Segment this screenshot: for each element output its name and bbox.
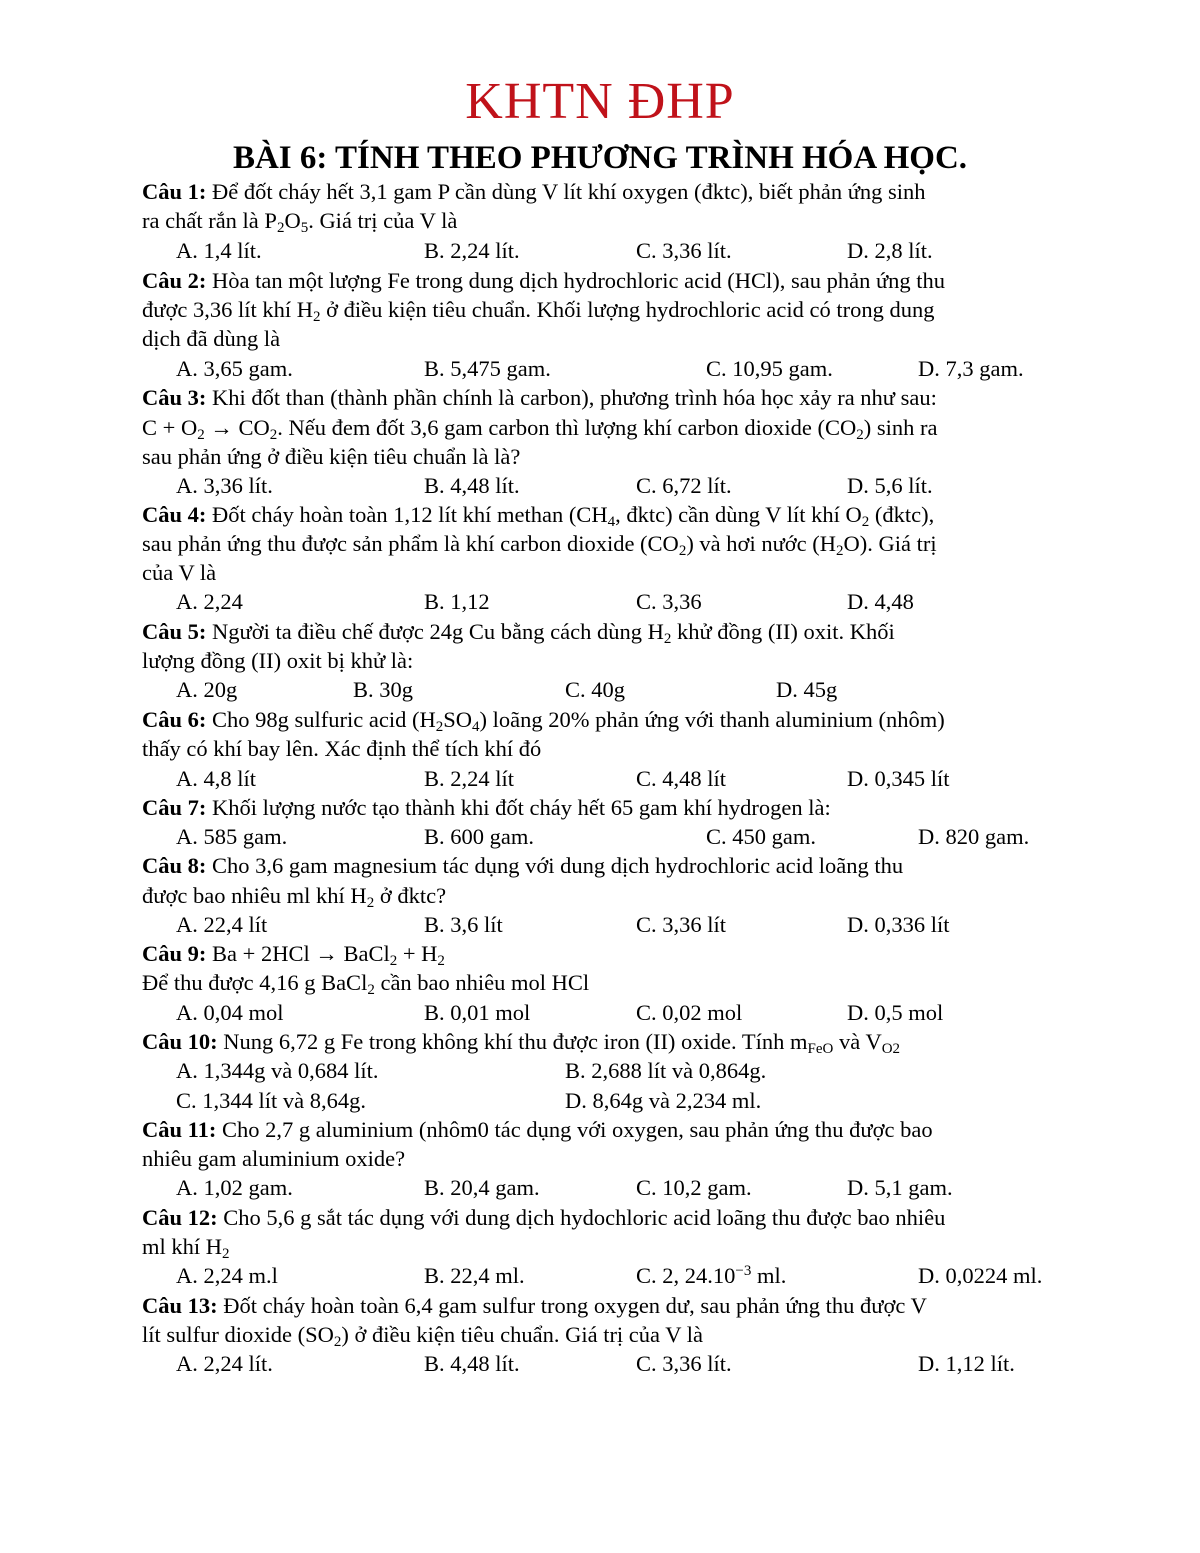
question-text: lít sulfur dioxide $(SO_2)$ ở điều kiện tiêu chuẩn. Giá trị của V là (142, 1322, 703, 1350)
question-text: Đốt cháy hoàn toàn 6,4 gam sulfur trong oxygen dư, sau phản ứng thu được V (223, 1293, 927, 1318)
answer-option: A. 3,65 gam. (176, 356, 293, 381)
answer-option: B. 1,12 (424, 589, 490, 614)
question-stem-continued (142, 1320, 703, 1349)
question-text: Nung 6,72 g Fe trong không khí thu được iron (II) oxide. Tính $m_{FeO}$ và $V_{O2}$ (223, 1029, 901, 1057)
question-label: Câu 7: (142, 795, 207, 820)
answer-option: C. 10,95 gam. (706, 356, 833, 381)
question-stem (142, 383, 937, 412)
question-label: Câu 5: (142, 619, 207, 644)
answer-option: A. 2,24 (176, 589, 243, 614)
answer-option: B. 4,48 lít. (424, 1351, 520, 1376)
answer-option: D. 0,0224 ml. (918, 1263, 1043, 1288)
answer-option: C. 4,48 lít (636, 766, 727, 791)
question-text: thấy có khí bay lên. Xác định thể tích khí đó (142, 736, 542, 761)
answer-option: C. 3,36 lít. (636, 1351, 732, 1376)
answer-option: D. 8,64g và 2,234 ml. (565, 1088, 762, 1113)
question-stem (142, 1291, 927, 1320)
question-stem-continued (142, 442, 520, 471)
answer-option: C. 10,2 gam. (636, 1175, 752, 1200)
answer-option: B. 600 gam. (424, 824, 534, 849)
question-stem (142, 705, 945, 734)
answer-option: C. 0,02 mol (636, 1000, 743, 1025)
answer-option: A. 20g (176, 677, 238, 702)
question-stem (142, 266, 945, 295)
question-text: Khối lượng nước tạo thành khi đốt cháy hết 65 gam khí hydrogen là: (212, 795, 831, 820)
question-stem (142, 1115, 933, 1144)
question-label: Câu 1: (142, 179, 207, 204)
question-label: Câu 11: (142, 1117, 217, 1142)
answer-option: B. 20,4 gam. (424, 1175, 540, 1200)
answer-option: D. 0,5 mol (847, 1000, 944, 1025)
question-text: dịch đã dùng là (142, 326, 281, 351)
question-text: ra chất rắn là $P_2O_5$. Giá trị của V là (142, 208, 458, 236)
question-text: Hòa tan một lượng Fe trong dung dịch hydrochloric acid (HCl), sau phản ứng thu (212, 268, 946, 293)
answer-option: A. 1,4 lít. (176, 238, 262, 263)
question-stem-continued (142, 734, 541, 763)
answer-option: D. 0,345 lít (847, 766, 950, 791)
question-text: Khi đốt than (thành phần chính là carbon), phương trình hóa học xảy ra như sau: (212, 385, 937, 410)
answer-option: B. 0,01 mol (424, 1000, 531, 1025)
question-label: Câu 6: (142, 707, 207, 732)
answer-option: A. 585 gam. (176, 824, 288, 849)
question-text: sau phản ứng ở điều kiện tiêu chuẩn là là? (142, 444, 521, 469)
question-stem-continued (142, 206, 457, 235)
question-stem (142, 939, 445, 968)
answer-option: D. 820 gam. (918, 824, 1030, 849)
question-stem-continued (142, 646, 413, 675)
question-text: Người ta điều chế được 24g Cu bằng cách dùng $H_2$ khử đồng (II) oxit. Khối (212, 619, 895, 647)
question-stem-continued (142, 558, 216, 587)
answer-option: D. 7,3 gam. (918, 356, 1024, 381)
answer-option: D. 0,336 lít (847, 912, 950, 937)
answer-option: C. 1,344 lít và 8,64g. (176, 1088, 366, 1113)
question-label: Câu 8: (142, 853, 207, 878)
answer-option: B. 22,4 ml. (424, 1263, 525, 1288)
question-label: Câu 9: (142, 941, 207, 966)
answer-option: B. 30g (353, 677, 414, 702)
answer-option: B. 4,48 lít. (424, 473, 520, 498)
answer-option: B. 3,6 lít (424, 912, 503, 937)
answer-option: D. 5,1 gam. (847, 1175, 953, 1200)
answer-option: D. 2,8 lít. (847, 238, 933, 263)
question-text: nhiêu gam aluminium oxide? (142, 1146, 406, 1171)
question-stem (142, 617, 895, 646)
question-text: Ba + 2HCl → BaCl$_2$ + $H_2$ (212, 941, 445, 969)
question-stem (142, 1027, 900, 1056)
answer-option: D. 4,48 (847, 589, 914, 614)
question-stem-continued (142, 529, 937, 558)
answer-option: D. 1,12 lít. (918, 1351, 1015, 1376)
question-stem-continued (142, 881, 446, 910)
question-stem (142, 500, 934, 529)
question-text: ml khí $H_2$ (142, 1234, 230, 1262)
question-text: Đốt cháy hoàn toàn 1,12 lít khí methan ($CH_4$, đktc) cần dùng V lít khí $O_2$ (đktc), (212, 502, 935, 530)
question-text: $C + O_2 \to CO_2$. Nếu đem đốt 3,6 gam carbon thì lượng khí carbon dioxide $(CO_2)$ sinh ra (142, 415, 938, 443)
answer-option: C. 40g (565, 677, 626, 702)
question-stem-continued (142, 413, 937, 442)
question-label: Câu 2: (142, 268, 207, 293)
answer-option: C. 450 gam. (706, 824, 816, 849)
answer-option: B. 2,24 lít. (424, 238, 520, 263)
answer-option: C. 3,36 lít. (636, 238, 732, 263)
brand-title: KHTN ĐHP (465, 73, 735, 130)
question-text: Cho 5,6 g sắt tác dụng với dung dịch hydochloric acid loãng thu được bao nhiêu (223, 1205, 946, 1230)
question-label: Câu 12: (142, 1205, 218, 1230)
answer-option: C. 6,72 lít. (636, 473, 732, 498)
question-label: Câu 13: (142, 1293, 218, 1318)
question-stem-continued (142, 295, 934, 324)
question-text: Cho 3,6 gam magnesium tác dụng với dung dịch hydrochloric acid loãng thu (212, 853, 904, 878)
answer-option: B. 5,475 gam. (424, 356, 551, 381)
answer-option: D. 45g (776, 677, 838, 702)
question-label: Câu 4: (142, 502, 207, 527)
question-text: Để đốt cháy hết 3,1 gam P cần dùng V lít khí oxygen (đktc), biết phản ứng sinh (212, 179, 926, 204)
question-label: Câu 3: (142, 385, 207, 410)
question-stem-continued (142, 1232, 230, 1261)
answer-option: B. 2,688 lít và 0,864g. (565, 1058, 767, 1083)
question-text: lượng đồng (II) oxit bị khử là: (142, 648, 414, 673)
answer-option: A. 4,8 lít (176, 766, 257, 791)
answer-option: A. 1,344g và 0,684 lít. (176, 1058, 379, 1083)
question-text: Cho 98g sulfuric acid $(H_2SO_4)$ loãng 20% phản ứng với thanh aluminium (nhôm) (212, 707, 945, 735)
answer-option: A. 1,02 gam. (176, 1175, 293, 1200)
question-text: được bao nhiêu ml khí $H_2$ ở đktc? (142, 883, 447, 911)
question-text: của V là (142, 560, 217, 585)
question-stem-continued (142, 1144, 405, 1173)
answer-option: C. 3,36 lít (636, 912, 727, 937)
answer-option: A. 22,4 lít (176, 912, 268, 937)
answer-option: A. 3,36 lít. (176, 473, 273, 498)
lesson-title: BÀI 6: TÍNH THEO PHƯƠNG TRÌNH HÓA HỌC. (232, 140, 968, 176)
question-label: Câu 10: (142, 1029, 218, 1054)
question-stem-continued (142, 324, 280, 353)
question-stem (142, 1203, 945, 1232)
answer-option: C. 2, $24.10^{-3}$ ml. (636, 1263, 787, 1288)
question-stem-continued (142, 968, 589, 997)
question-stem (142, 851, 903, 880)
question-stem (142, 177, 926, 206)
answer-option: D. 5,6 lít. (847, 473, 933, 498)
answer-option: A. 2,24 lít. (176, 1351, 273, 1376)
question-text: được 3,36 lít khí $H_2$ ở điều kiện tiêu chuẩn. Khối lượng hydrochloric acid có trong dung (142, 297, 935, 325)
question-text: sau phản ứng thu được sản phẩm là khí carbon dioxide $(CO_2)$ và hơi nước $(H_2O)$. Giá trị (142, 531, 937, 559)
question-text: Cho 2,7 g aluminium (nhôm0 tác dụng với oxygen, sau phản ứng thu được bao (222, 1117, 933, 1142)
question-stem (142, 793, 831, 822)
answer-option: B. 2,24 lít (424, 766, 515, 791)
answer-option: C. 3,36 (636, 589, 702, 614)
question-text: Để thu được 4,16 g BaCl$_2$ cần bao nhiêu mol HCl (142, 970, 590, 998)
answer-option: A. 0,04 mol (176, 1000, 284, 1025)
answer-option: A. 2,24 m.l (176, 1263, 278, 1288)
